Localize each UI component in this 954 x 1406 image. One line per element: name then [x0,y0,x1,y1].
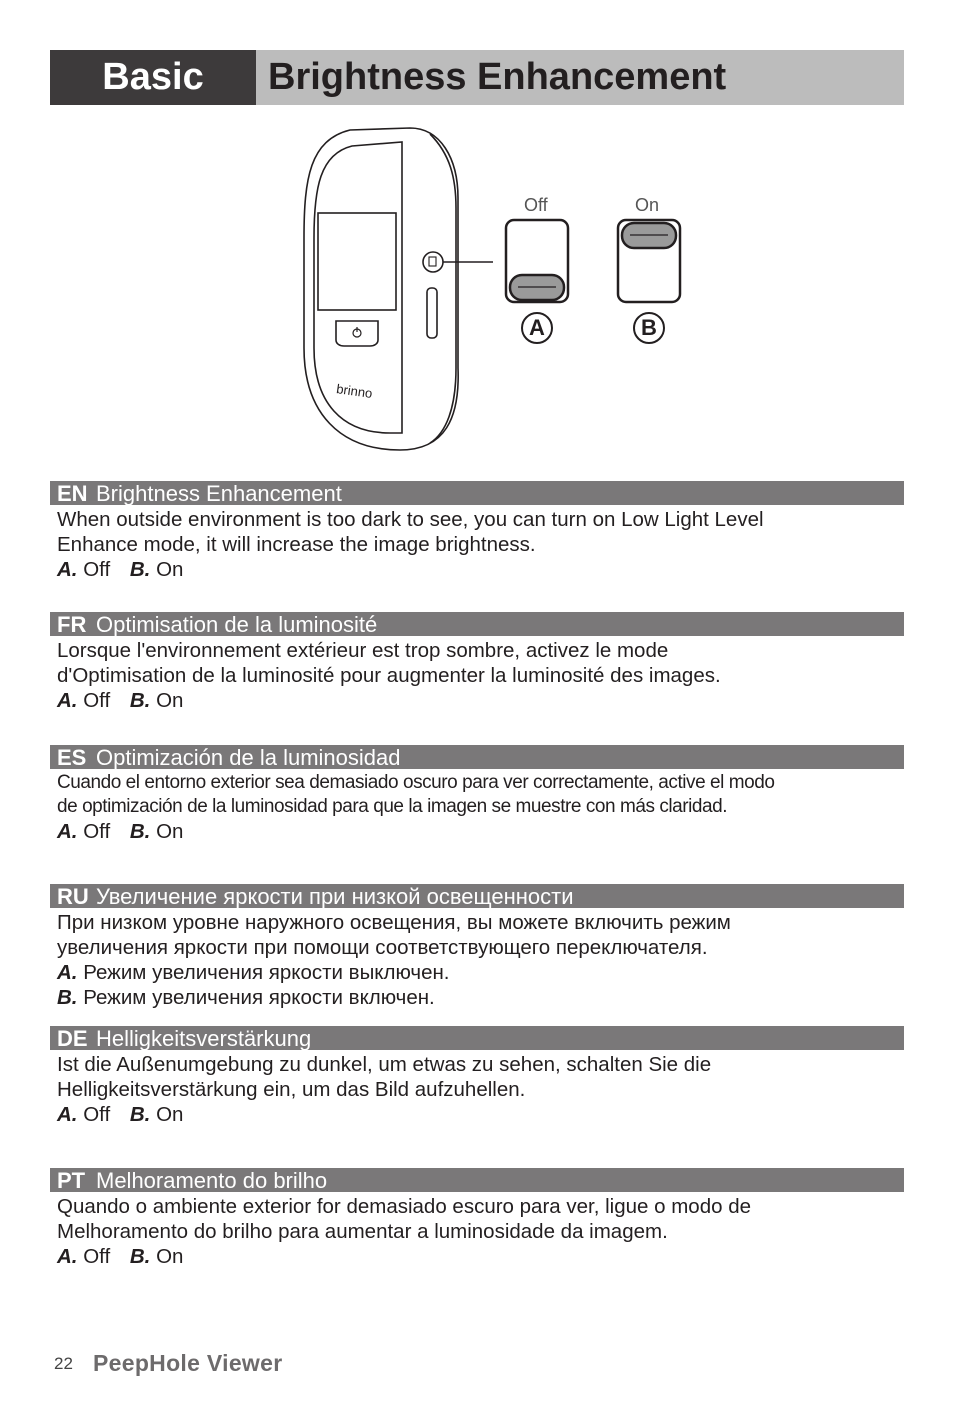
option-a-key: A. [57,820,78,843]
section-ru [50,884,904,1010]
zoom-rocker [427,288,437,338]
section-title: Brightness Enhancement [96,481,342,506]
section-body [57,638,904,713]
page-number: 22 [54,1354,73,1373]
option-b-text: On [156,820,184,843]
letter-a-badge: A [521,312,553,344]
option-b-key: B. [129,820,151,843]
language-code: EN [57,481,88,506]
switch-off-label: Off [524,195,548,215]
header-section-label: Basic [102,56,204,98]
section-body [57,910,904,1010]
option-a-text: Off [83,558,111,581]
page-title: Brightness Enhancement [268,56,727,98]
option-a-key: A. [57,961,78,984]
option-a-text: Режим увеличения яркости выключен. [83,961,450,984]
language-code: FR [57,612,87,637]
section-header-bar [50,481,904,505]
option-b-key: B. [129,1103,151,1126]
options-line [57,1102,904,1127]
body-line: de optimización de la luminosidad para que la imagen se muestre con más claridad. [57,796,728,817]
language-code: DE [57,1026,88,1051]
footer-brand: PeepHole Viewer [93,1350,283,1376]
language-code: PT [57,1168,86,1193]
device-logo: brinno [335,381,374,402]
option-a-text: Off [83,689,111,712]
section-body [57,1052,904,1127]
option-b-text: On [156,1245,184,1268]
section-de [50,1026,904,1127]
section-es [50,745,904,844]
body-line: Melhoramento do brilho para aumentar a luminosidade da imagem. [57,1220,668,1243]
section-header-bar [50,1168,904,1192]
option-a-key: A. [57,1103,78,1126]
option-b-text: On [156,558,184,581]
body-line: d'Optimisation de la luminosité pour augmenter la luminosité des images. [57,664,721,687]
section-title: Melhoramento do brilho [96,1168,328,1193]
section-header-bar [50,612,904,636]
option-b-key: B. [129,689,151,712]
body-line: Enhance mode, it will increase the image brightness. [57,533,536,556]
options-line [57,819,904,844]
body-line: Lorsque l'environnement extérieur est trop sombre, activez le mode [57,639,669,662]
options-line [57,557,904,582]
body-line: Ist die Außenumgebung zu dunkel, um etwas zu sehen, schalten Sie die [57,1053,712,1076]
body-line: Helligkeitsverstärkung ein, um das Bild aufzuhellen. [57,1078,526,1101]
peephole-viewer-drawing [290,118,710,468]
body-line: При низком уровне наружного освещения, вы можете включить режим [57,911,731,934]
option-a-text: Off [83,1103,111,1126]
option-a-key: A. [57,558,78,581]
section-title: Optimisation de la luminosité [96,612,378,637]
switch-on-label: On [635,195,660,215]
section-title: Helligkeitsverstärkung [96,1026,312,1051]
section-header-bar [50,745,904,769]
option-b-key: B. [129,558,151,581]
letter-b-badge: B [633,312,665,344]
section-title: Увеличение яркости при низкой освещенности [96,884,574,909]
device-illustration [290,118,710,468]
language-code: RU [57,884,89,909]
body-line: When outside environment is too dark to see, you can turn on Low Light Level [57,508,764,531]
section-en [50,481,904,582]
options-line [57,688,904,713]
option-b-line [57,985,904,1010]
section-pt [50,1168,904,1269]
section-body [57,507,904,582]
option-a-key: A. [57,689,78,712]
option-a-line [57,960,904,985]
language-code: ES [57,745,87,770]
option-b-text: On [156,1103,184,1126]
option-b-key: B. [129,1245,151,1268]
page-header [50,50,904,105]
option-b-text: On [156,689,184,712]
brightness-switch-button [423,252,443,272]
section-title: Optimización de la luminosidad [96,745,401,770]
body-line: Cuando el entorno exterior sea demasiado oscuro para ver correctamente, active el modo [57,772,775,793]
option-a-key: A. [57,1245,78,1268]
options-line [57,1244,904,1269]
device-screen [318,213,396,310]
body-line: Quando o ambiente exterior for demasiado escuro para ver, ligue o modo de [57,1195,751,1218]
section-header-bar [50,884,904,908]
section-body [57,771,904,844]
section-body [57,1194,904,1269]
power-button [336,321,378,346]
section-header-bar [50,1026,904,1050]
body-line: увеличения яркости при помощи соответствующего переключателя. [57,936,708,959]
option-a-text: Off [83,1245,111,1268]
section-fr [50,612,904,713]
option-b-key: B. [57,986,78,1009]
option-a-text: Off [83,820,111,843]
option-b-text: Режим увеличения яркости включен. [83,986,435,1009]
